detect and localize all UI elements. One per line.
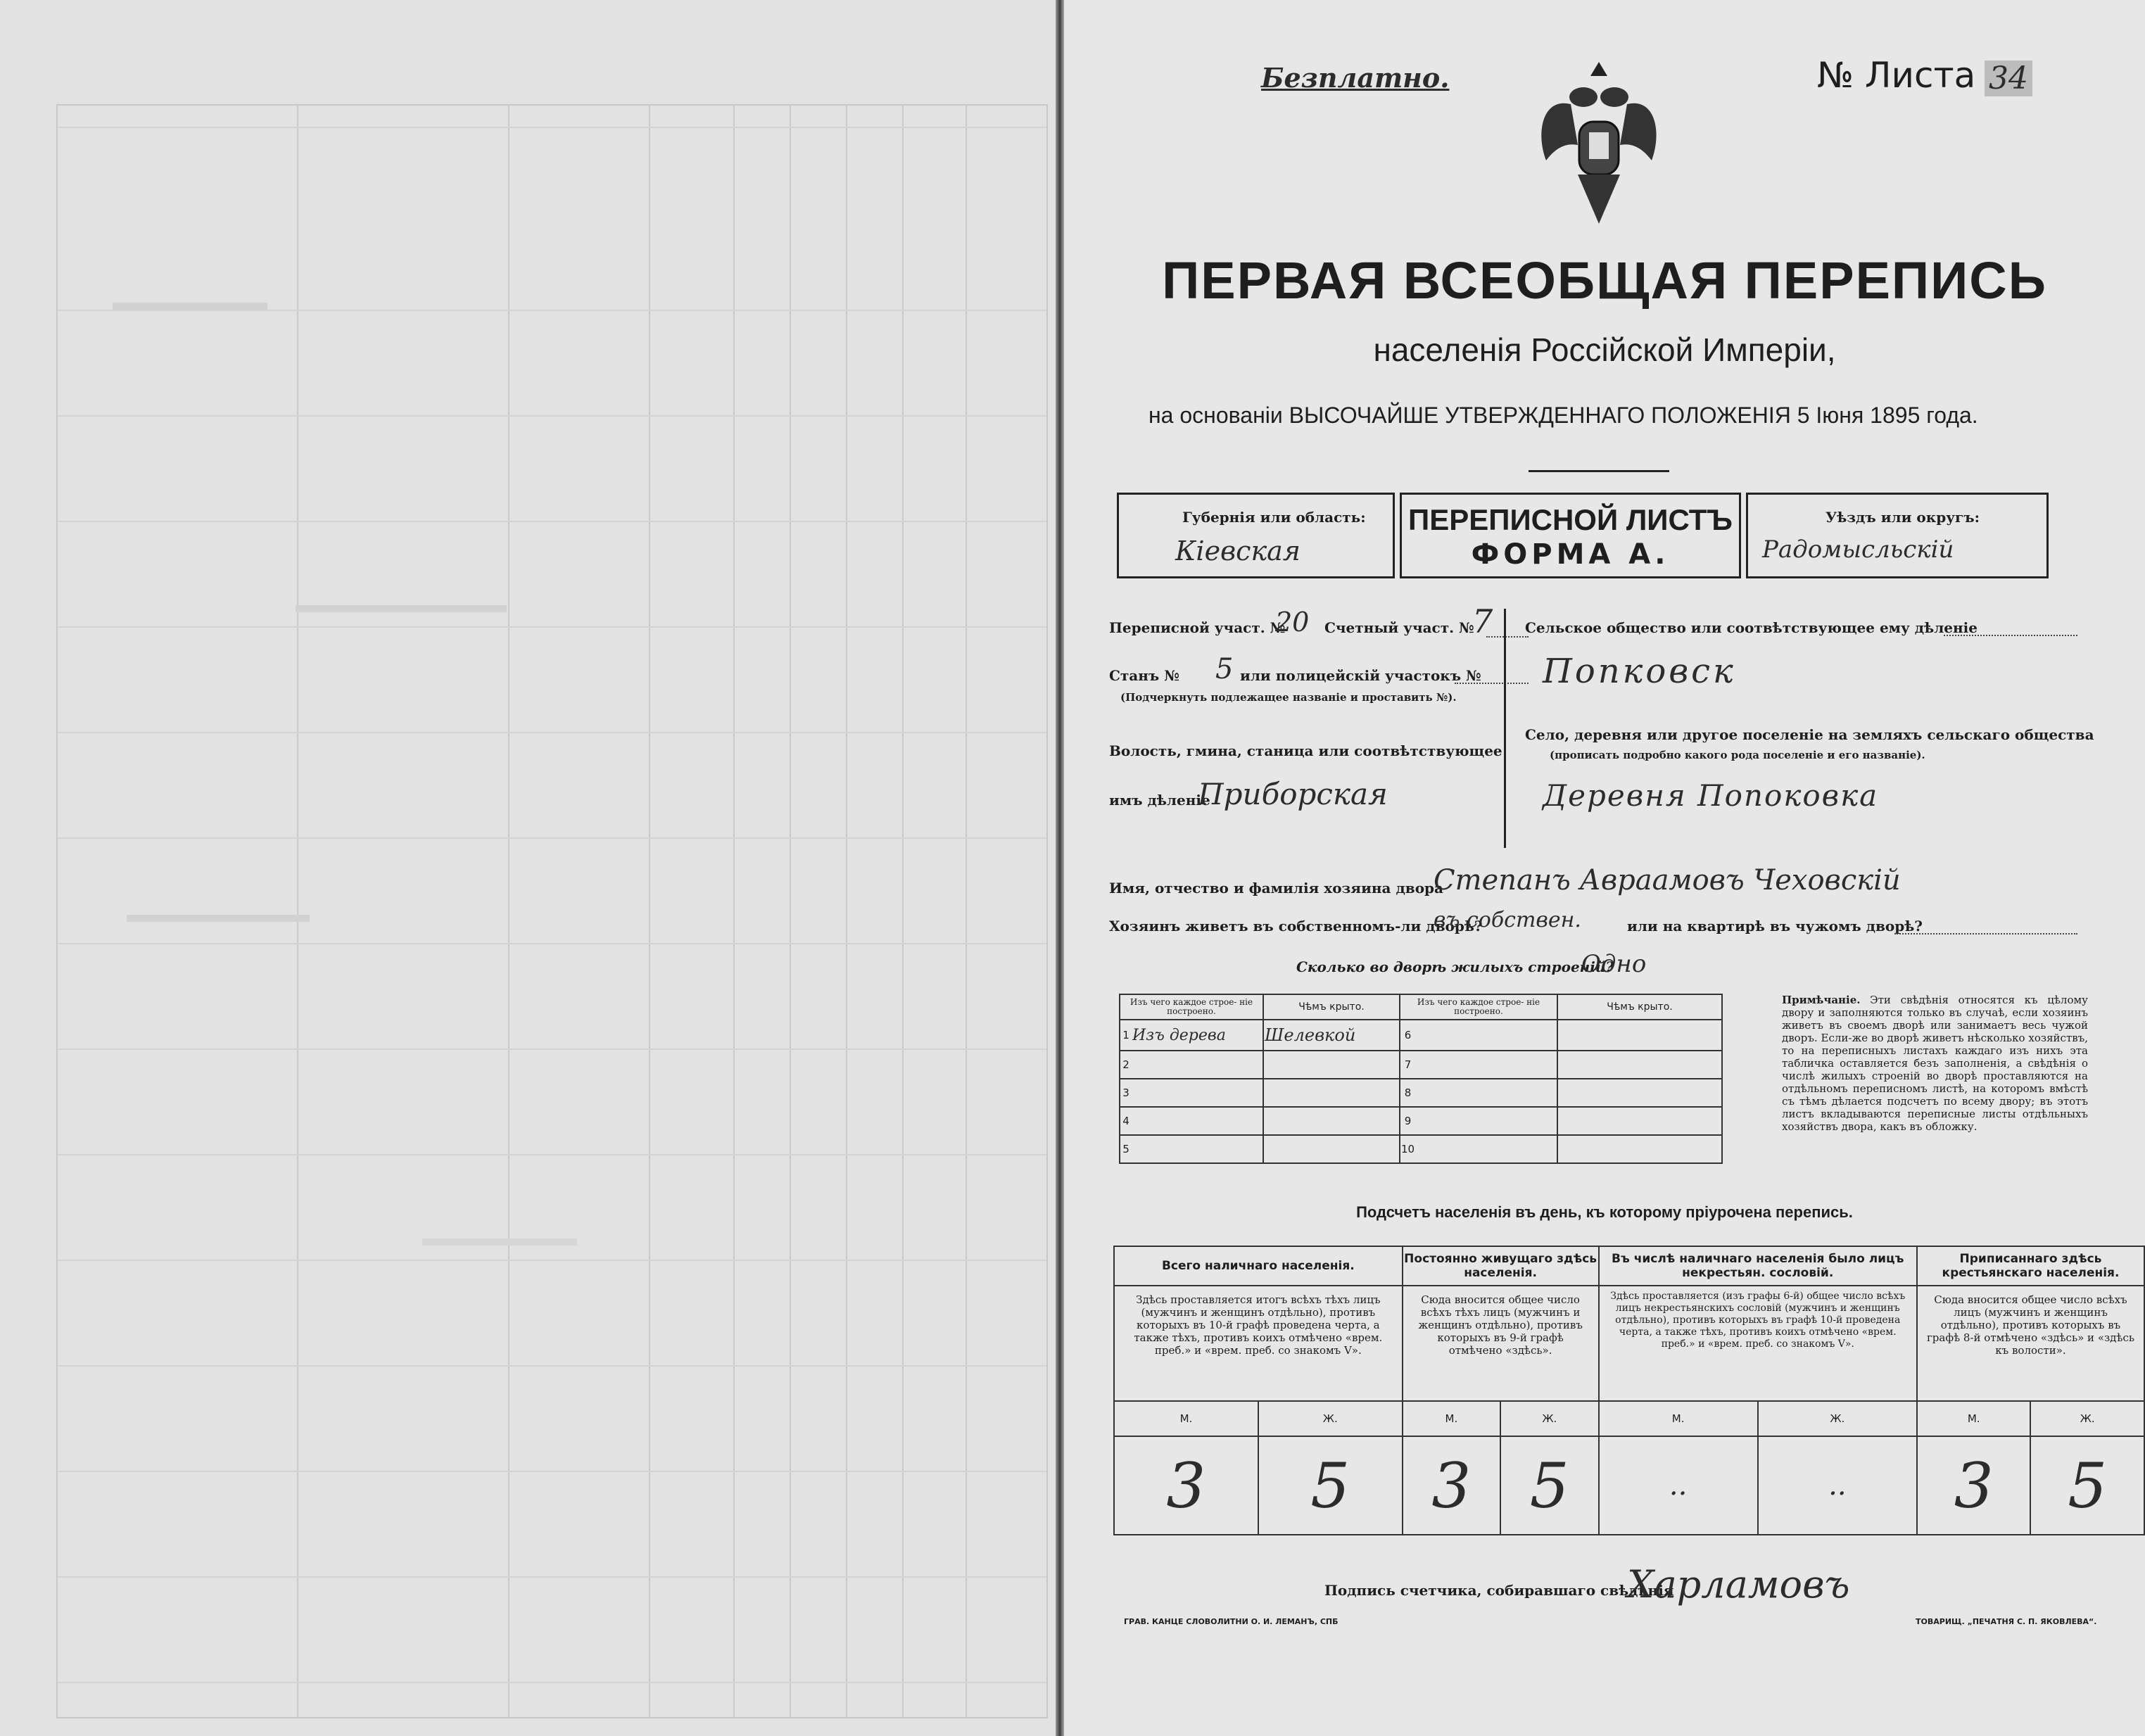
stan-value: 5 [1215,653,1234,685]
bleed-through-grid [56,104,1048,1718]
count-value-4-zh: 5 [2030,1436,2144,1535]
underline-note: (Подчеркнуть подлежащее названіе и проставить №). [1120,691,1457,704]
count-head-2: Постоянно живущаго здѣсь населенія. [1403,1246,1599,1286]
selo-value: Деревня Попоковка [1543,778,1879,813]
census-basis: на основаніи ВЫСОЧАЙШЕ УТВЕРЖДЕННАГО ПОЛОЖЕНІЯ 5 Іюня 1895 года. [1149,403,1978,428]
owner-lives-label: Хозяинъ живетъ въ собственномъ-ли дворѣ? [1109,918,1483,934]
form-box [1400,493,1741,578]
table-row: 5 10 [1120,1135,1722,1163]
gubernia-value: Кіевская [1175,536,1301,566]
table-row: 2 7 [1120,1051,1722,1079]
owner-name-label: Имя, отчество и фамилія хозяина двора [1109,880,1443,896]
schetny-label: Счетный участ. № [1324,619,1474,636]
owner-lives-label-2: или на квартирѣ въ чужомъ дворѣ? [1627,918,1923,934]
count-head-3: Въ числѣ наличнаго населенія было лицъ некрестьян. сословій. [1599,1246,1917,1286]
count-desc-4: Сюда вносится общее число всѣхъ лицъ (мужчинъ и женщинъ отдѣльно), противъ которыхъ въ графѣ 8-й отмѣчено «здѣсь» и «здѣсь къ волости». [1917,1286,2144,1401]
uezd-box: Уѣздъ или округъ: Радомысльскій [1746,493,2049,578]
free-label: Безплатно. [1261,62,1450,94]
count-value-3-zh: .. [1758,1436,1917,1535]
form-subtitle: ФОРМА А. [1471,538,1670,571]
police-label: или полицейскій участокъ № [1240,667,1481,684]
selo-note: (прописать подробно какого рода поселеніе и его названіе). [1550,749,1925,761]
volost-label-2: имъ дѣленіе [1109,792,1210,809]
perepisnoy-value: 20 [1275,607,1310,638]
count-value-2-m: 3 [1403,1436,1500,1535]
count-value-4-m: 3 [1917,1436,2030,1535]
footer-right: ТОВАРИЩ. „ПЕЧАТНЯ С. П. ЯКОВЛЕВА“. [1916,1617,2097,1626]
count-desc-2: Сюда вносится общее число всѣхъ тѣхъ лицъ (мужчинъ и женщинъ отдѣльно), противъ которыхъ въ 9-й графѣ отмѣчено «здѣсь». [1403,1286,1599,1401]
signature-value: Харламовъ [1627,1562,1850,1607]
form-title: ПЕРЕПИСНОЙ ЛИСТЪ [1408,503,1733,536]
column-divider [1504,609,1506,848]
note-text: Эти свѣдѣнія относятся къ цѣлому двору и заполняются только въ случаѣ, если хозяинъ живетъ въ своемъ дворѣ или занимаетъ весь чужой дворъ. Если-же во дворѣ живетъ нѣсколько хозяйствъ, то на переписныхъ листахъ каждаго изъ нихъ эта табличка оставляется безъ заполненія, а свѣдѣнія о числѣ жилыхъ строеній во дворѣ проставляются на отдѣльномъ переписномъ листѣ, на которомъ вмѣстѣ съ тѣмъ дѣлается подсчетъ по всему двору; въ этотъ листъ вкладываются переписные листы отдѣльныхъ хозяйствъ двора, какъ въ обложку. [1782,994,2088,1133]
count-desc-3: Здѣсь проставляется (изъ графы 6-й) общее число всѣхъ лицъ некрестьянскихъ сословій (мужчинъ и женщинъ отдѣльно), противъ которыхъ въ графѣ 10-й проведена черта, а также тѣхъ, противъ коихъ отмѣчено «врем. преб.» и «врем. преб. со знакомъ V». [1599,1286,1917,1401]
census-subtitle: населенія Россійской Имперіи, [1373,331,1836,368]
volost-label: Волость, гмина, станица или соотвѣтствующее [1109,742,1502,759]
note-title: Примѣчаніе. [1782,994,1861,1006]
buildings-label: Сколько во дворѣ жилыхъ строеній? [1296,958,1614,975]
count-head-4: Приписаннаго здѣсь крестьянскаго населенія. [1917,1246,2144,1286]
obshchestvo-value: Попковск [1543,652,1736,691]
count-value-2-zh: 5 [1500,1436,1598,1535]
count-table: Всего наличнаго населенія. Постоянно живущаго здѣсь населенія. Въ числѣ наличнаго населенія было лицъ некрестьян. сословій. Приписаннаго здѣсь крестьянскаго населенія. Здѣсь проставляется итогъ всѣхъ тѣхъ лицъ (мужчинъ и женщинъ отдѣльно), противъ которыхъ въ 10-й графѣ проведена черта, а также тѣхъ, противъ коихъ отмѣчено «врем. преб.» и «врем. преб. со знакомъ V». Сюда вносится общее число всѣхъ тѣхъ лицъ (мужчинъ и женщинъ отдѣльно), противъ которыхъ въ 9-й графѣ отмѣчено «здѣсь». Здѣсь проставляется (изъ графы 6-й) общее число всѣхъ лицъ некрестьянскихъ сословій (мужчинъ и женщинъ отдѣльно), противъ которыхъ въ графѣ 10-й проведена черта, а также тѣхъ, противъ коихъ отмѣчено «врем. преб.» и «врем. преб. со знакомъ V». Сюда вносится общее число всѣхъ лицъ (мужчинъ и женщинъ отдѣльно), противъ которыхъ въ графѣ 8-й отмѣчено «здѣсь» и «здѣсь къ волости». М. Ж. М. Ж. М. Ж. М. Ж. 3 5 3 5 .. .. 3 5 [1113,1246,2145,1535]
count-value-3-m: .. [1599,1436,1758,1535]
buildings-value: Одно [1581,950,1647,978]
volost-value: Приборская [1198,777,1388,811]
ornament-divider [1529,470,1669,472]
table-row: 1 Изъ дерева Шелевкой 6 [1120,1020,1722,1051]
table-row: 4 9 [1120,1107,1722,1135]
buildings-table: Изъ чего каждое строе- ніе построено. Чѣмъ крыто. Изъ чего каждое строе- ніе построено. Чѣмъ крыто. 1 Изъ дерева Шелевкой 6 2 7 3 8 4 9 5 10 [1119,994,1723,1164]
schetny-value: 7 [1472,602,1493,640]
census-form-page [1064,0,2145,1736]
perepisnoy-label: Переписной участ. № [1109,619,1286,636]
census-title: ПЕРВАЯ ВСЕОБЩАЯ ПЕРЕПИСЬ [1162,251,2047,310]
sheet-number-value: 34 [1985,61,2032,96]
owner-name-value: Степанъ Авраамовъ Чеховскій [1434,864,1901,896]
count-head-1: Всего наличнаго населенія. [1114,1246,1403,1286]
stan-label: Станъ № [1109,667,1179,684]
uezd-value: Радомысльскій [1762,536,1954,564]
count-values-row [1114,1436,2144,1535]
signature-label: Подпись счетчика, собиравшаго свѣдѣнія [1324,1582,1674,1599]
count-title: Подсчетъ населенія въ день, къ которому пріурочена перепись. [1356,1203,1853,1221]
table-row: 3 8 [1120,1079,1722,1107]
note-block [1782,994,2088,1133]
book-spine [1056,0,1064,1736]
count-value-1-zh: 5 [1258,1436,1403,1535]
owner-lives-value: въ собствен. [1434,908,1581,932]
left-page [0,0,1056,1736]
sheet-number-label: № Листа [1817,55,1976,96]
footer-left: ГРАВ. КАНЦЕ СЛОВОЛИТНИ О. И. ЛЕМАНЪ, СПБ [1124,1617,1339,1626]
coat-of-arms-icon [1529,55,1669,231]
obshchestvo-label: Сельское общество или соотвѣтствующее ему дѣленіе [1525,619,1978,636]
selo-label: Село, деревня или другое поселеніе на земляхъ сельскаго общества [1525,726,2094,743]
count-value-1-m: 3 [1114,1436,1258,1535]
count-desc-1: Здѣсь проставляется итогъ всѣхъ тѣхъ лицъ (мужчинъ и женщинъ отдѣльно), противъ которыхъ въ 10-й графѣ проведена черта, а также тѣхъ, противъ коихъ отмѣчено «врем. преб.» и «врем. преб. со знакомъ V». [1114,1286,1403,1401]
gubernia-box: Губернія или область: Кіевская [1117,493,1395,578]
